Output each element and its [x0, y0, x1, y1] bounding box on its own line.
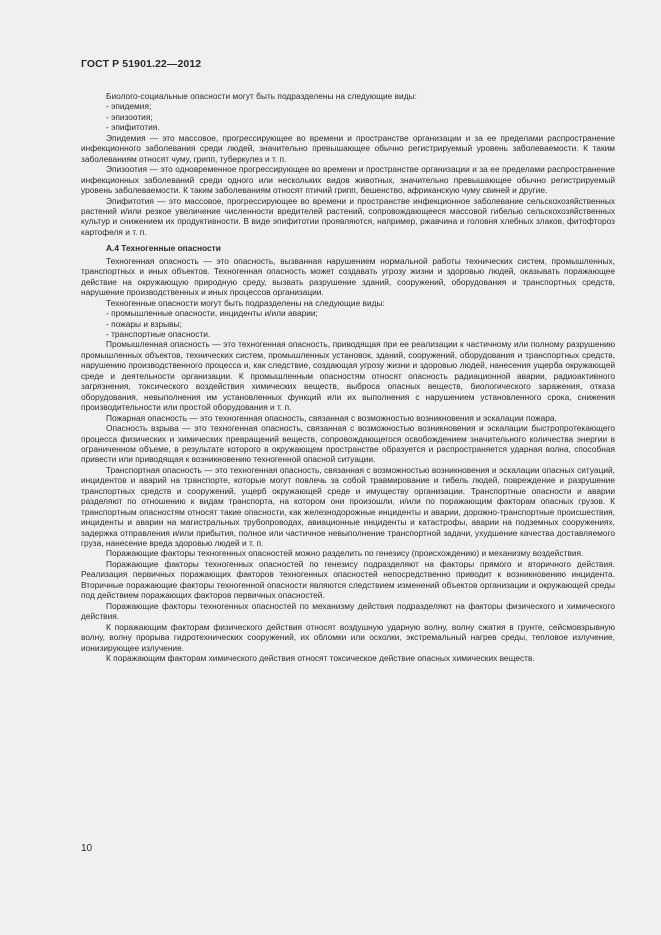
- paragraph: К поражающим факторам химического действия относят токсическое действие опасных химических веществ.: [106, 653, 535, 664]
- list-item: - пожары и взрывы;: [106, 318, 182, 329]
- list-item: - эпидемия;: [106, 101, 152, 112]
- paragraph: Опасность взрыва — это техногенная опасность, связанная с возможностью возникновения и эскалации быстропротекающего процесса физических и химических превращений веществ, сопровождающегося освобождением значительного количества энергии в ограниченном объеме, в результате которого в окружающем пространстве образуется и распространяется ударная волна, способная привести или приводящая к возникновению техногенной опасной ситуации.: [81, 423, 615, 465]
- paragraph: Эпизоотия — это одновременное прогрессирующее во времени и пространстве организации и за ее пределами распространение инфекционных заболеваний среди одного или нескольких видов животных, значительно превышающее обычно регистрируемый уровень заболеваемости. К таким заболеваниям относят птичий грипп, бешенство, африканскую чуму свиней и другие.: [81, 164, 615, 196]
- document-body: [81, 91, 615, 663]
- paragraph: Биолого-социальные опасности могут быть подразделены на следующие виды:: [106, 91, 417, 101]
- document-header: ГОСТ Р 51901.22—2012: [81, 58, 202, 70]
- list-item: - эпифитотия.: [106, 122, 160, 133]
- paragraph: Эпидемия — это массовое, прогрессирующее во времени и пространстве организации и за ее пределами распространение инфекционного заболевания среди людей, значительно превышающее обычно регистрируемый уровень заболеваемости. К таким заболеваниям относят чуму, грипп, туберкулез и т. п.: [81, 132, 615, 164]
- paragraph: Пожарная опасность — это техногенная опасность, связанная с возможностью возникновения и эскалации пожара.: [106, 412, 557, 423]
- paragraph: Эпифитотия — это массовое, прогрессирующее во времени и пространстве инфекционное заболевание сельскохозяйственных растений и/или резкое увеличение численности вредителей растений, сопровождающееся массовой гибелью сельскохозяйственных культур и снижением их продуктивности. В виде эпифитотии проявляются, например, ржавчина и головня хлебных злаков, фитофтороз картофеля и т. п.: [81, 195, 615, 237]
- page-number: 10: [81, 843, 93, 854]
- list-item: - транспортные опасности.: [106, 328, 211, 339]
- paragraph: Техногенная опасность — это опасность, вызванная нарушением нормальной работы технических систем, промышленных, транспортных и иных объектов. Техногенная опасность может создавать угрозу жизни и здоровью людей, оказывать поражающее действие на окружающую природную среду, вызвать разрушение зданий, сооружений, оборудования и транспортных средств, нарушение производственных и иных процессов организации.: [81, 255, 615, 298]
- paragraph: К поражающим факторам физического действия относят воздушную ударную волну, волну сжатия в грунте, сейсмовзрывную волну, волну прорыва гидротехнических сооружений, их обломки или осколки, экстремальный нагрев среды, тепловое излучение, ионизирующее излучение.: [81, 621, 615, 653]
- paragraph: Промышленная опасность — это техногенная опасность, приводящая при ее реализации к частичному или полному разрушению промышленных объектов, технических систем, промышленных установок, зданий, сооружений, оборудования и транспортных средств, нарушению производственного процесса и, как следствие, создающая угрозу жизни и здоровью людей, нанесения ущерба окружающей среде и деятельности организации. К промышленным опасностям относят опасность радиационной аварии, радиоактивного загрязнения, токсического воздействия химических веществ, выброса опасных веществ, биологического заражения, отказа оборудования, невыполнения им установленных функций или их выполнения с нарушением установленного срока, снижения производительности или простой оборудования и т. п.: [81, 339, 615, 413]
- paragraph: Поражающие факторы техногенных опасностей по механизму действия подразделяют на факторы физического и химического действия.: [81, 600, 615, 622]
- paragraph: Техногенные опасности могут быть подразделены на следующие виды:: [106, 297, 385, 308]
- section-title: А.4 Техногенные опасности: [106, 243, 221, 254]
- paragraph: Поражающие факторы техногенных опасностей по генезису подразделяют на факторы прямого и вторичного действия. Реализация первичных поражающих факторов техногенных опасностей непосредственно приводит к возникновению инцидента. Вторичные поражающие факторы техногенной опасности являются следствием изменений объектов организации и окружающей среды под действием поражающих факторов первичных опасностей.: [81, 558, 615, 601]
- list-item: - промышленные опасности, инциденты и/или аварии;: [106, 308, 318, 319]
- paragraph: Поражающие факторы техногенных опасностей можно разделить по генезису (происхождению) и механизму воздействия.: [106, 548, 584, 559]
- paragraph: Транспортная опасность — это техногенная опасность, связанная с возможностью возникновения и эскалации опасных ситуаций, инцидентов и аварий на транспорте, которые могут повлечь за собой травмирование и гибель людей, повреждение и разрушение транспортных средств и сооружений, ущерб окружающей среде и имуществу организации. Транспортные опасности и аварии разделяют по отношению к видам транспорта, на котором они произошли, и/или по поражающим факторам опасных грузов. К транспортным опасностям относят такие опасности, как железнодорожные инциденты и аварии, дорожно-транспортные происшествия, инциденты и аварии на магистральных трубопроводах, авиационные инциденты и катастрофы, аварии на подземных сооружениях, задержка отправления и/или прибытия, полное или частичное невыполнение транспортной задачи, ухудшение качества доставляемого груза, нанесение вреда здоровью людей и т. п.: [81, 464, 615, 549]
- list-item: - эпизоотия;: [106, 111, 153, 122]
